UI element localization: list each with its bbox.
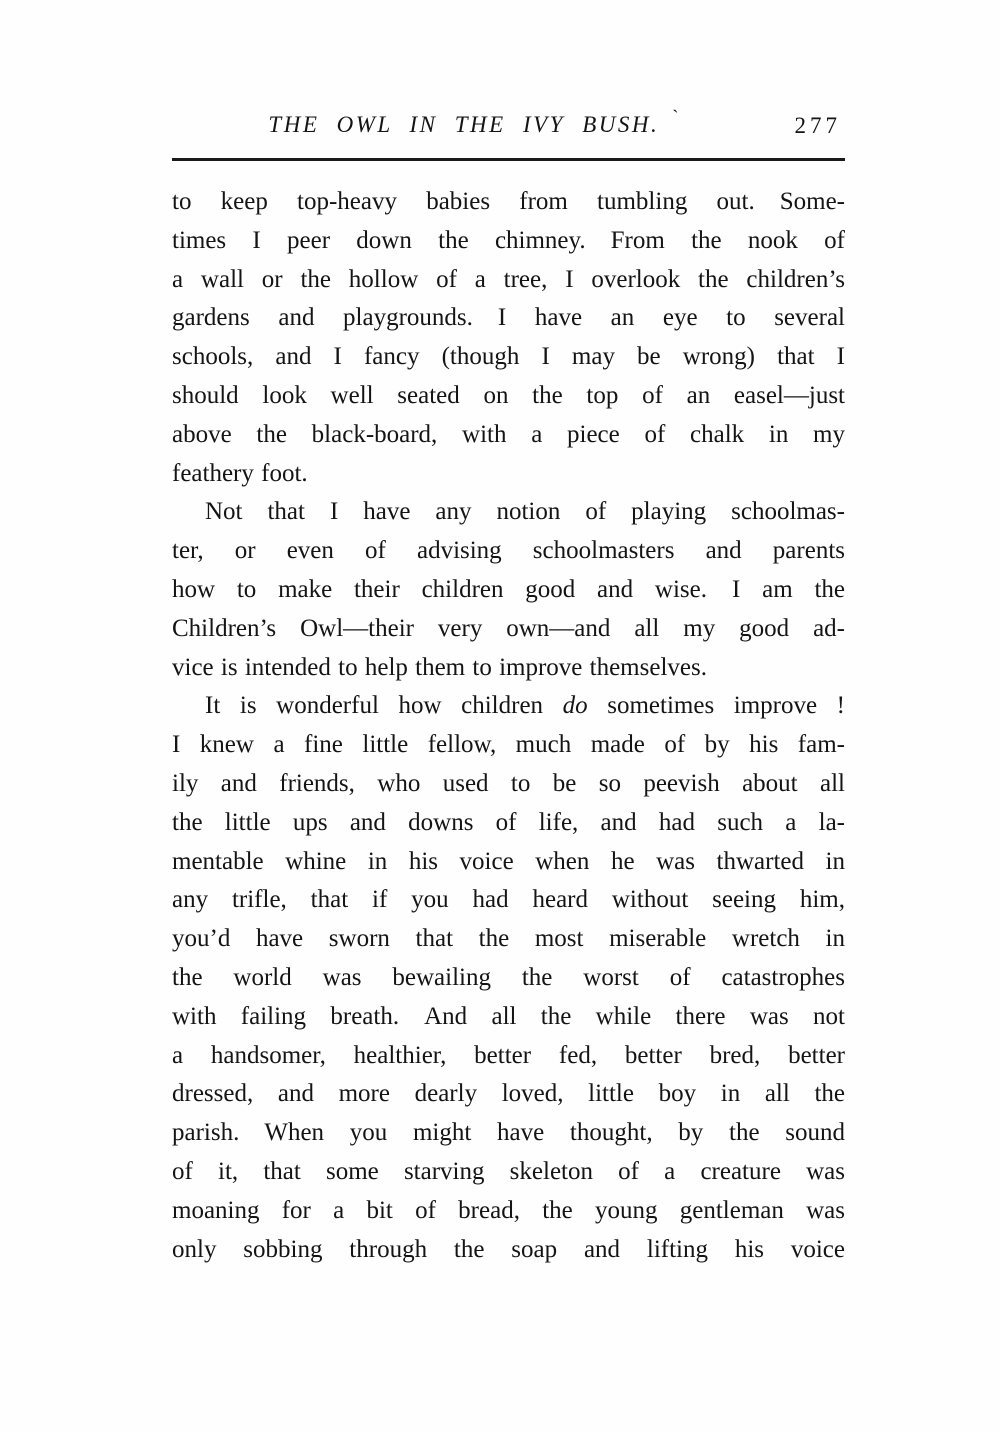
page-body	[172, 183, 845, 1269]
text-line	[172, 493, 845, 532]
running-header	[172, 107, 845, 154]
text-line	[172, 1037, 845, 1076]
text-line	[172, 998, 845, 1037]
text-line	[172, 959, 845, 998]
paragraph	[172, 183, 845, 493]
chapter-title	[172, 107, 775, 138]
text-segment: gardens and playgrounds. I have an eye to several	[172, 304, 845, 332]
text-segment: I knew a fine little fellow, much made of by his fam-	[172, 731, 845, 759]
text-segment: Children’s Owl—their very own—and all my good ad-	[172, 614, 845, 642]
text-line	[172, 1192, 845, 1231]
text-line	[172, 765, 845, 804]
text-segment: a handsomer, healthier, better fed, better bred, better	[172, 1041, 845, 1069]
text-segment: a wall or the hollow of a tree, I overlook the children’s	[172, 265, 845, 293]
text-line	[172, 687, 845, 726]
text-segment: the little ups and downs of life, and had such a la-	[172, 808, 845, 836]
text-line	[172, 532, 845, 571]
text-segment: parish. When you might have thought, by the sound	[172, 1119, 845, 1147]
text-line	[172, 920, 845, 959]
text-segment: of it, that some starving skeleton of a creature was	[172, 1157, 845, 1185]
text-line	[172, 726, 845, 765]
text-segment: Not that I have any notion of playing schoolmas-	[205, 498, 845, 526]
text-line	[172, 1114, 845, 1153]
page-number: 277	[794, 113, 841, 138]
text-line	[172, 183, 845, 222]
stray-scan-mark: `	[672, 107, 679, 128]
header-rule-divider	[172, 158, 845, 161]
text-line	[172, 261, 845, 300]
text-line	[172, 222, 845, 261]
text-segment: above the black-board, with a piece of chalk in my	[172, 420, 845, 448]
text-line	[172, 843, 845, 882]
text-segment: you’d have sworn that the most miserable wretch in	[172, 925, 845, 953]
text-line	[172, 1153, 845, 1192]
text-line	[172, 1075, 845, 1114]
text-line	[172, 338, 845, 377]
text-segment: any trifle, that if you had heard without seeing him,	[172, 886, 845, 914]
text-line	[172, 416, 845, 455]
text-line	[172, 571, 845, 610]
text-line	[172, 455, 845, 494]
text-segment: It is wonderful how children	[205, 692, 563, 720]
text-segment: schools, and I fancy (though I may be wrong) that I	[172, 343, 845, 371]
text-segment: vice is intended to help them to improve themselves.	[172, 653, 707, 681]
text-segment: with failing breath. And all the while there was not	[172, 1002, 845, 1030]
chapter-title-text: THE OWL IN THE IVY BUSH.	[268, 112, 660, 137]
text-segment: to keep top-heavy babies from tumbling out. Some-	[172, 188, 845, 215]
text-segment: only sobbing through the soap and lifting his voice	[172, 1235, 845, 1263]
text-segment: how to make their children good and wise. I am the	[172, 575, 845, 603]
paragraph	[172, 687, 845, 1269]
text-segment: should look well seated on the top of an easel—just	[172, 381, 845, 409]
text-segment: dressed, and more dearly loved, little boy in all the	[172, 1080, 845, 1108]
text-line	[172, 649, 845, 688]
text-segment: sometimes improve !	[587, 692, 845, 720]
text-line	[172, 610, 845, 649]
text-line	[172, 881, 845, 920]
text-line	[172, 804, 845, 843]
text-segment: times I peer down the chimney. From the nook of	[172, 226, 845, 254]
text-segment: ter, or even of advising schoolmasters and parents	[172, 537, 845, 565]
text-line	[172, 1231, 845, 1270]
text-segment: the world was bewailing the worst of catastrophes	[172, 963, 845, 991]
italic-text: do	[562, 692, 588, 720]
text-segment: moaning for a bit of bread, the young gentleman was	[172, 1196, 845, 1224]
text-line	[172, 377, 845, 416]
text-line	[172, 299, 845, 338]
text-segment: feathery foot.	[172, 459, 308, 487]
text-segment: ily and friends, who used to be so peevish about all	[172, 769, 845, 797]
paragraph	[172, 493, 845, 687]
text-segment: mentable whine in his voice when he was thwarted in	[172, 847, 845, 875]
